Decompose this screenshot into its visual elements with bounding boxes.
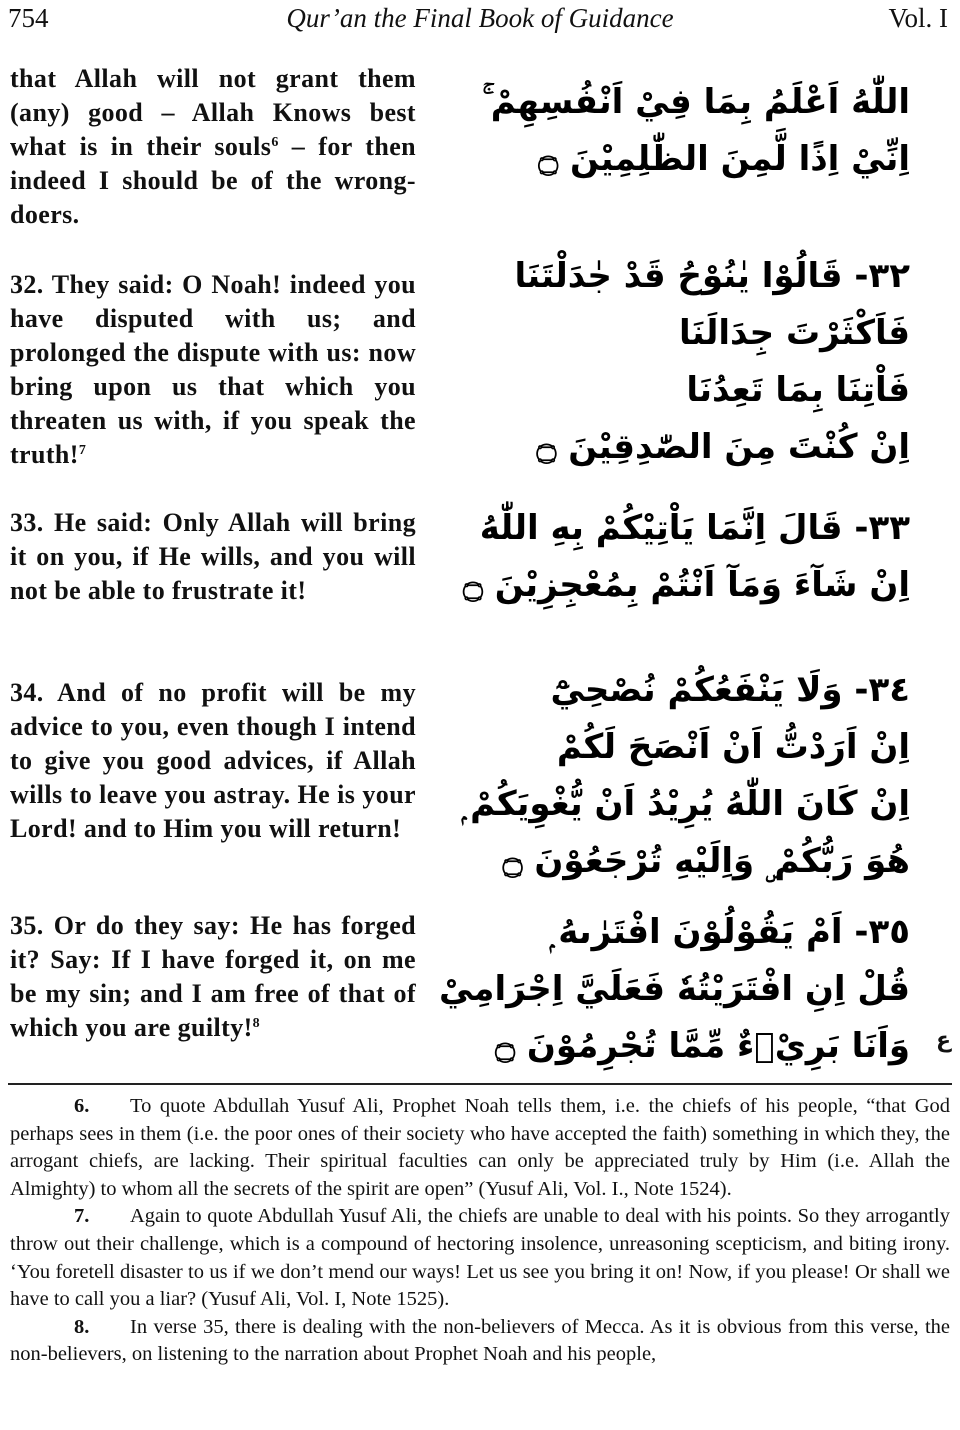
arabic-line: اِنِّيْ اِذًا لَّمِنَ الظّٰلِمِيْنَ ۝ <box>538 139 910 179</box>
verse-text: 35. Or do they say: He has forged it? Say: If I have forged it, on me be my sin; and I am free of that of which you are guilty! <box>10 911 416 1042</box>
ruku-marker-icon: ع <box>936 1028 952 1053</box>
footnote-ref: 7 <box>78 443 87 458</box>
footnote-text: Again to quote Abdullah Yusuf Ali, the chiefs are unable to deal with his points. So they arrogantly throw out their challenge, which is a compound of hectoring insolence, unreasoning scepticism, and biting irony. ‘You foretell disaster to us if we don’t mend our ways! Let us see you bring it on! Now, if you please! Or shall we have to call you a liar? (Yusuf Ali, Vol. I, Note 1525). <box>10 1205 950 1311</box>
arabic-verse <box>480 248 910 476</box>
arabic-verse <box>480 74 910 188</box>
arabic-line: اِنْ شَآءَ وَمَآ اَنْتُمْ بِمُعْجِزِيْنَ ۝ <box>462 565 910 605</box>
verse-translation <box>10 676 416 846</box>
arabic-verse <box>439 904 910 1075</box>
verse-translation <box>10 62 416 232</box>
footnote-divider <box>8 1083 952 1085</box>
arabic-line: وَاَنَا بَرِيْۗءٌ مِّمَّا تُجْرِمُوْنَ ۝ <box>495 1026 910 1066</box>
arabic-line: هُوَ رَبُّكُمْ ۣ وَاِلَيْهِ تُرْجَعُوْنَ ۝ <box>502 841 910 881</box>
running-title: Qur’an the Final Book of Guidance <box>286 3 674 33</box>
footnote-number: 8. <box>74 1315 90 1338</box>
footnote-ref: 6 <box>271 135 279 150</box>
verse-text: 33. He said: Only Allah will bring it on you, if He wills, and you will not be able to frustrate it! <box>10 508 416 605</box>
arabic-line: ٣٤- وَلَا يَنْفَعُكُمْ نُصْحِيْٓ <box>550 670 910 710</box>
footnote <box>10 1314 950 1369</box>
page-header <box>8 0 952 38</box>
arabic-line: ٣٣- قَالَ اِنَّمَا يَاْتِيْكُمْ بِهِ اللّٰهُ <box>479 508 910 548</box>
footnote <box>10 1093 950 1203</box>
arabic-line: اِنْ كُنْتَ مِنَ الصّٰدِقِيْنَ ۝ <box>536 427 910 467</box>
arabic-line: ٣٥- اَمْ يَقُوْلُوْنَ افْتَرٰىهُ ۭ <box>549 912 910 952</box>
arabic-line: اِنْ اَرَدْتُّ اَنْ اَنْصَحَ لَكُمْ <box>556 727 910 767</box>
verse-text-tail: – for then indeed I should be of the wrong-doers. <box>10 132 417 229</box>
verse-translation <box>10 909 416 1045</box>
arabic-line: فَاْتِنَا بِمَا تَعِدُنَا <box>686 370 910 410</box>
footnote <box>10 1203 950 1313</box>
verse-translation <box>10 268 416 472</box>
footnote-ref: 8 <box>252 1016 261 1031</box>
footnote-number: 6. <box>74 1095 90 1117</box>
arabic-line: ٣٢- قَالُوْا يٰنُوْحُ قَدْ جٰدَلْتَنَا <box>514 256 910 296</box>
footnote-text: To quote Abdullah Yusuf Ali, Prophet Noah tells them, i.e. the chiefs of his people, “that God perhaps sees in them (i.e. the poor ones of their society who have accepted the faith) something in which they, the arrogant chiefs, are lacking. Their spiritual faculties can only be appreciated truly by Him (i.e. Allah the Almighty) to whom all the secrets of the spirit are open” (Yusuf Ali, Vol. I., Note 1524). <box>10 1095 950 1200</box>
verse-translation <box>10 506 416 608</box>
arabic-line: قُلْ اِنِ افْتَرَيْتُهٗ فَعَلَيَّ اِجْرَامِيْ <box>439 969 910 1009</box>
arabic-line: فَاَكْثَرْتَ جِدَالَنَا <box>678 313 910 353</box>
arabic-verse <box>462 500 910 614</box>
verse-text: that Allah will not grant them (any) good – Allah Knows best what is in their souls <box>10 64 416 161</box>
page-number: 754 <box>8 3 49 33</box>
footnote-text: In verse 35, there is dealing with the non-believers of Mecca. As it is obvious from this verse, the non-believers, on listening to the narration about Prophet Noah and his people, <box>10 1315 950 1366</box>
arabic-line: اِنْ كَانَ اللّٰهُ يُرِيْدُ اَنْ يُّغْوِيَكُمْ ۭ <box>461 784 910 824</box>
arabic-verse <box>461 662 910 890</box>
volume-label: Vol. I <box>888 3 948 33</box>
footnotes <box>10 1093 950 1369</box>
arabic-line: اللّٰهُ اَعْلَمُ بِمَا فِيْ اَنْفُسِهِمْ ۚ <box>482 82 910 122</box>
footnote-number: 7. <box>74 1205 90 1228</box>
verse-text: 34. And of no profit will be my advice to you, even though I intend to give you good advices, if Allah wills to leave you astray. He is your Lord! and to Him you will return! <box>10 678 416 843</box>
verse-text: 32. They said: O Noah! indeed you have disputed with us; and prolonged the dispute with us: now bring upon us that which you threaten us with, if you speak the truth! <box>10 270 416 469</box>
